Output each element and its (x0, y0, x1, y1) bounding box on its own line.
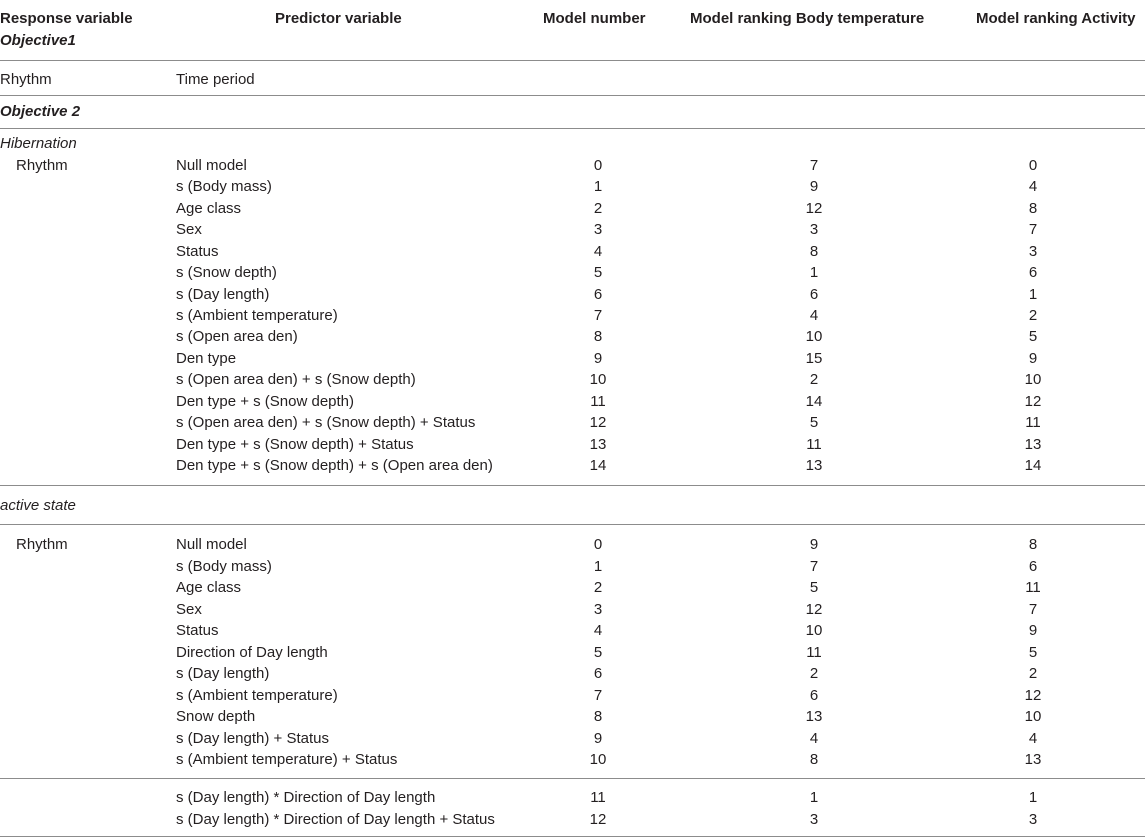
model-number-cell: 6 (593, 285, 603, 303)
model-number-cell: 4 (593, 242, 603, 260)
model-number-cell: 1 (593, 557, 603, 575)
ranking-activity-cell: 2 (1028, 665, 1038, 682)
ranking-activity-cell: 10 (1024, 708, 1042, 725)
ranking-activity-cell: 9 (1028, 622, 1038, 639)
predictor-cell: Den type + s (Snow depth) + Status (176, 435, 414, 453)
model-number-cell: 0 (593, 536, 603, 553)
header-response-variable: Response variable (0, 10, 133, 27)
ranking-activity-cell: 13 (1024, 751, 1042, 768)
predictor-cell: Status (176, 242, 219, 260)
ranking-body-cell: 9 (809, 536, 819, 553)
ranking-body-cell: 2 (809, 665, 819, 682)
predictor-cell: Snow depth (176, 708, 256, 725)
model-number-cell: 8 (593, 708, 603, 725)
model-number-cell: 11 (590, 789, 606, 806)
model-number-cell: 8 (593, 328, 603, 346)
predictor-cell: s (Ambient temperature) + Status (176, 751, 398, 768)
ranking-body-cell: 12 (805, 600, 823, 618)
ranking-body-cell: 1 (809, 789, 819, 806)
objective2-title: Objective 2 (0, 103, 81, 120)
predictor-cell: Sex (176, 600, 202, 618)
model-number-cell: 3 (593, 600, 603, 618)
divider (0, 485, 1145, 486)
ranking-body-cell: 9 (809, 178, 819, 196)
model-number-cell: 10 (589, 371, 607, 389)
model-number-cell: 6 (593, 665, 603, 682)
predictor-cell: Age class (176, 579, 242, 596)
ranking-activity-cell: 4 (1028, 178, 1038, 196)
ranking-body-cell: 2 (809, 371, 819, 389)
ranking-activity-cell: 14 (1024, 457, 1042, 475)
ranking-body-cell: 5 (809, 414, 819, 432)
ranking-activity-cell: 7 (1028, 221, 1038, 239)
ranking-body-cell: 10 (805, 622, 823, 639)
predictor-cell: s (Ambient temperature) (176, 307, 338, 324)
predictor-cell: Null model (176, 157, 247, 174)
hibernation-label: Hibernation (0, 135, 77, 152)
header-model-number: Model number (543, 10, 646, 27)
predictor-cell: s (Open area den) + s (Snow depth) + Status (176, 414, 476, 432)
predictor-cell: s (Day length) (176, 285, 270, 303)
ranking-activity-cell: 6 (1028, 557, 1038, 575)
predictor-cell: Direction of Day length (176, 643, 328, 661)
ranking-body-cell: 6 (809, 285, 819, 303)
ranking-activity-cell: 0 (1028, 157, 1038, 174)
divider (0, 778, 1145, 779)
ranking-body-cell: 5 (809, 579, 819, 596)
ranking-activity-cell: 1 (1028, 285, 1038, 303)
model-number-cell: 3 (593, 221, 603, 239)
ranking-activity-cell: 6 (1028, 264, 1038, 282)
predictor-cell: s (Open area den) + s (Snow depth) (176, 371, 416, 389)
model-number-cell: 2 (593, 199, 603, 217)
ranking-body-cell: 4 (809, 729, 819, 747)
ranking-body-cell: 3 (809, 810, 819, 828)
active-state-label: active state (0, 497, 76, 514)
hibernation-response: Rhythm (16, 157, 68, 174)
ranking-body-cell: 10 (805, 328, 823, 346)
predictor-cell: s (Day length) + Status (176, 729, 329, 747)
header-predictor-variable: Predictor variable (275, 10, 402, 27)
ranking-body-cell: 3 (809, 221, 819, 239)
ranking-activity-cell: 7 (1028, 600, 1038, 618)
ranking-activity-cell: 13 (1024, 435, 1042, 453)
ranking-body-cell: 14 (805, 392, 823, 410)
ranking-activity-cell: 4 (1028, 729, 1038, 747)
model-number-cell: 14 (589, 457, 607, 475)
ranking-body-cell: 7 (809, 557, 819, 575)
model-number-cell: 12 (589, 810, 607, 828)
model-number-cell: 11 (590, 392, 606, 410)
ranking-activity-cell: 12 (1024, 392, 1042, 410)
model-number-cell: 1 (593, 178, 603, 196)
header-ranking-body-temperature: Model ranking Body temperature (690, 10, 925, 27)
model-number-cell: 7 (593, 686, 603, 704)
predictor-cell: Sex (176, 221, 202, 239)
predictor-cell: Den type + s (Snow depth) (176, 392, 355, 410)
ranking-activity-cell: 10 (1024, 371, 1042, 389)
divider (0, 524, 1145, 525)
ranking-activity-cell: 11 (1025, 414, 1041, 432)
ranking-body-cell: 8 (809, 242, 819, 260)
ranking-body-cell: 13 (805, 457, 823, 475)
model-number-cell: 2 (593, 579, 603, 596)
model-number-cell: 7 (593, 307, 603, 324)
active-response: Rhythm (16, 536, 68, 553)
model-number-cell: 9 (593, 729, 603, 747)
objective1-title: Objective1 (0, 32, 76, 49)
model-number-cell: 5 (593, 643, 603, 661)
predictor-cell: s (Body mass) (176, 178, 272, 196)
model-number-cell: 4 (593, 622, 603, 639)
ranking-body-cell: 11 (806, 643, 822, 661)
ranking-body-cell: 13 (805, 708, 823, 725)
header-ranking-activity: Model ranking Activity (976, 10, 1136, 27)
ranking-activity-cell: 9 (1028, 349, 1038, 367)
ranking-activity-cell: 1 (1028, 789, 1038, 806)
model-number-cell: 12 (589, 414, 607, 432)
predictor-cell: s (Day length) * Direction of Day length (176, 789, 436, 806)
ranking-body-cell: 4 (809, 307, 819, 324)
ranking-body-cell: 11 (806, 435, 822, 453)
model-number-cell: 9 (593, 349, 603, 367)
predictor-cell: Age class (176, 199, 242, 217)
model-number-cell: 5 (593, 264, 603, 282)
model-number-cell: 0 (593, 157, 603, 174)
predictor-cell: Den type + s (Snow depth) + s (Open area den) (176, 457, 493, 475)
predictor-cell: s (Day length) (176, 665, 270, 682)
predictor-cell: Den type (176, 349, 237, 367)
predictor-cell: s (Day length) * Direction of Day length + Status (176, 810, 495, 828)
predictor-cell: s (Body mass) (176, 557, 272, 575)
model-number-cell: 13 (589, 435, 607, 453)
ranking-activity-cell: 3 (1028, 242, 1038, 260)
model-number-cell: 10 (589, 751, 607, 768)
divider (0, 836, 1145, 837)
objective1-predictor: Time period (176, 71, 255, 88)
ranking-activity-cell: 2 (1028, 307, 1038, 324)
ranking-activity-cell: 8 (1028, 199, 1038, 217)
predictor-cell: Null model (176, 536, 247, 553)
ranking-body-cell: 8 (809, 751, 819, 768)
predictor-cell: s (Ambient temperature) (176, 686, 338, 704)
divider (0, 95, 1145, 96)
divider (0, 60, 1145, 61)
objective1-response: Rhythm (0, 71, 52, 88)
ranking-activity-cell: 5 (1028, 328, 1038, 346)
ranking-activity-cell: 5 (1028, 643, 1038, 661)
ranking-body-cell: 1 (809, 264, 819, 282)
ranking-activity-cell: 3 (1028, 810, 1038, 828)
ranking-activity-cell: 12 (1024, 686, 1042, 704)
divider (0, 128, 1145, 129)
predictor-cell: s (Snow depth) (176, 264, 277, 282)
predictor-cell: Status (176, 622, 219, 639)
ranking-body-cell: 15 (805, 349, 823, 367)
ranking-activity-cell: 11 (1025, 579, 1041, 596)
ranking-body-cell: 6 (809, 686, 819, 704)
ranking-body-cell: 12 (805, 199, 823, 217)
predictor-cell: s (Open area den) (176, 328, 298, 346)
ranking-activity-cell: 8 (1028, 536, 1038, 553)
ranking-body-cell: 7 (809, 157, 819, 174)
